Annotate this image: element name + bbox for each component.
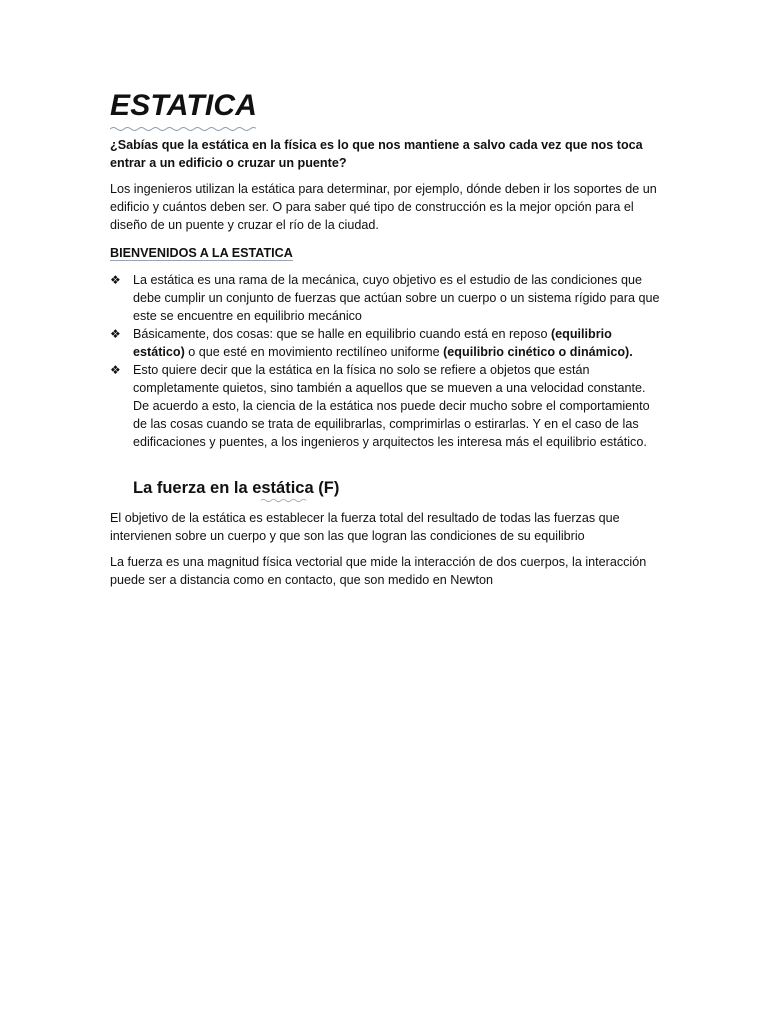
bullet-list [110, 271, 662, 451]
list-item [110, 361, 662, 451]
bullet-text: o que esté en movimiento rectilíneo uniforme [184, 345, 444, 359]
intro-paragraph: Los ingenieros utilizan la estática para determinar, por ejemplo, dónde deben ir los soportes de un edificio y cuántos deben ser. O para saber qué tipo de construcción es la mejor opción para el diseño de un puente y cruzar el río de la ciudad. [110, 182, 657, 232]
bullet-text: Esto quiere decir que la estática en la física no solo se refiere a objetos que están completamente quietos, sino también a aquellos que se mueven a una velocidad constante. De acuerdo a esto, la ciencia de la estática nos puede decir mucho sobre el comportamiento de las cosas cuando se trata de equilibrarlas, comprimirlas o estirarlas. Y en el caso de las edificaciones y puentes, a los ingenieros y arquitectos les interesa más el equilibrio estático. [133, 363, 650, 449]
subheading [133, 477, 339, 499]
spellcheck-squiggle [110, 126, 256, 132]
diamond-bullet-icon: ❖ [110, 273, 121, 287]
bullet-bold-text: (equilibrio estático) [133, 327, 612, 359]
diamond-bullet-icon: ❖ [110, 363, 121, 377]
body-paragraph: El objetivo de la estática es establecer la fuerza total del resultado de todas las fuerzas que intervienen sobre un cuerpo y que son las que logran las condiciones de su equilibrio [110, 511, 620, 543]
spellcheck-squiggle [261, 498, 307, 503]
list-item [110, 271, 662, 325]
document-body [110, 86, 662, 589]
document-title-text: ESTATICA [110, 89, 258, 122]
section-heading: BIENVENIDOS A LA ESTATICA [110, 246, 293, 260]
bullet-text: La estática es una rama de la mecánica, cuyo objetivo es el estudio de las condiciones que debe cumplir un conjunto de fuerzas que actúan sobre un cuerpo o un sistema rígido para que este se encuentre en equilibrio mecánico [133, 273, 660, 323]
subheading-text: La fuerza en la estática (F) [133, 479, 340, 497]
diamond-bullet-icon: ❖ [110, 327, 121, 341]
bullet-bold-text: (equilibrio cinético o dinámico). [443, 345, 633, 359]
bullet-text: Básicamente, dos cosas: que se halle en equilibrio cuando está en reposo [133, 327, 551, 341]
list-item [110, 325, 662, 361]
body-paragraph: La fuerza es una magnitud física vectorial que mide la interacción de dos cuerpos, la interacción puede ser a distancia como en contacto, que son medido en Newton [110, 555, 647, 587]
lead-question: ¿Sabías que la estática en la física es lo que nos mantiene a salvo cada vez que nos toca entrar a un edificio o cruzar un puente? [110, 138, 643, 170]
document-title [110, 86, 257, 126]
